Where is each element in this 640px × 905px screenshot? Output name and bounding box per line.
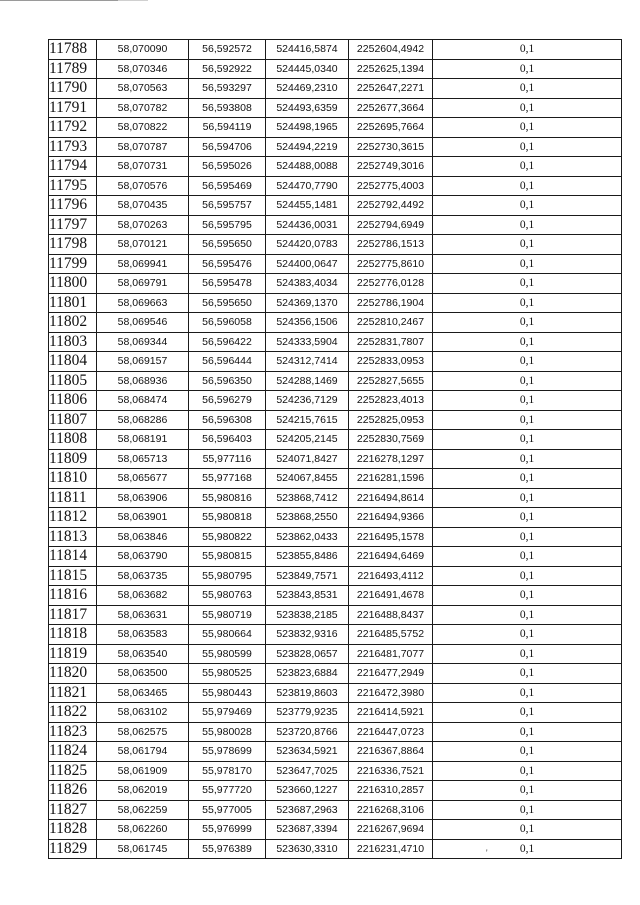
x-coordinate-cell: 524067,8455	[266, 469, 349, 489]
longitude-cell: 56,595795	[189, 215, 266, 235]
y-coordinate-cell: 2252749,3016	[349, 157, 433, 177]
x-coordinate-cell: 524383,4034	[266, 274, 349, 294]
point-number-cell: 11807	[49, 410, 97, 430]
table-row	[49, 235, 622, 255]
latitude-cell: 58,068191	[97, 430, 189, 450]
x-coordinate-cell: 523832,9316	[266, 625, 349, 645]
x-coordinate-cell: 524455,1481	[266, 196, 349, 216]
longitude-cell: 55,976999	[189, 820, 266, 840]
accuracy-cell: 0,1	[433, 508, 622, 528]
accuracy-cell: 0,1	[433, 664, 622, 684]
x-coordinate-cell: 523862,0433	[266, 527, 349, 547]
x-coordinate-cell: 524400,0647	[266, 254, 349, 274]
table-row	[49, 605, 622, 625]
x-coordinate-cell: 523630,3310	[266, 839, 349, 859]
longitude-cell: 55,977005	[189, 800, 266, 820]
y-coordinate-cell: 2252794,6949	[349, 215, 433, 235]
accuracy-cell: 0,1	[433, 196, 622, 216]
accuracy-cell: 0,1	[433, 371, 622, 391]
table-row	[49, 820, 622, 840]
table-row	[49, 391, 622, 411]
point-number-cell: 11798	[49, 235, 97, 255]
point-number-cell: 11817	[49, 605, 97, 625]
accuracy-cell: 0,1	[433, 488, 622, 508]
y-coordinate-cell: 2216481,7077	[349, 644, 433, 664]
point-number-cell: 11824	[49, 742, 97, 762]
table-row	[49, 332, 622, 352]
longitude-cell: 55,980816	[189, 488, 266, 508]
longitude-cell: 56,595757	[189, 196, 266, 216]
latitude-cell: 58,070263	[97, 215, 189, 235]
point-number-cell: 11790	[49, 79, 97, 99]
table-row	[49, 449, 622, 469]
accuracy-cell: 0,1	[433, 118, 622, 138]
table-row	[49, 508, 622, 528]
y-coordinate-cell: 2216231,4710	[349, 839, 433, 859]
longitude-cell: 56,594706	[189, 137, 266, 157]
point-number-cell: 11796	[49, 196, 97, 216]
x-coordinate-cell: 524369,1370	[266, 293, 349, 313]
table-row	[49, 839, 622, 859]
longitude-cell: 56,596403	[189, 430, 266, 450]
point-number-cell: 11806	[49, 391, 97, 411]
point-number-cell: 11789	[49, 59, 97, 79]
coordinates-table-body	[49, 40, 622, 859]
x-coordinate-cell: 523838,2185	[266, 605, 349, 625]
y-coordinate-cell: 2252625,1394	[349, 59, 433, 79]
y-coordinate-cell: 2216310,2857	[349, 781, 433, 801]
x-coordinate-cell: 524416,5874	[266, 40, 349, 60]
table-row	[49, 722, 622, 742]
latitude-cell: 58,063102	[97, 703, 189, 723]
y-coordinate-cell: 2252830,7569	[349, 430, 433, 450]
x-coordinate-cell: 524494,2219	[266, 137, 349, 157]
point-number-cell: 11794	[49, 157, 97, 177]
x-coordinate-cell: 523647,7025	[266, 761, 349, 781]
accuracy-cell: 0,1	[433, 605, 622, 625]
latitude-cell: 58,070787	[97, 137, 189, 157]
y-coordinate-cell: 2252604,4942	[349, 40, 433, 60]
longitude-cell: 56,596350	[189, 371, 266, 391]
point-number-cell: 11792	[49, 118, 97, 138]
accuracy-cell: 0,1	[433, 293, 622, 313]
top-rule	[0, 0, 118, 1]
y-coordinate-cell: 2216278,1297	[349, 449, 433, 469]
point-number-cell: 11804	[49, 352, 97, 372]
y-coordinate-cell: 2252775,8610	[349, 254, 433, 274]
table-row	[49, 274, 622, 294]
latitude-cell: 58,063500	[97, 664, 189, 684]
x-coordinate-cell: 524470,7790	[266, 176, 349, 196]
table-row	[49, 469, 622, 489]
latitude-cell: 58,070576	[97, 176, 189, 196]
x-coordinate-cell: 524215,7615	[266, 410, 349, 430]
x-coordinate-cell: 523823,6884	[266, 664, 349, 684]
y-coordinate-cell: 2252831,7807	[349, 332, 433, 352]
accuracy-cell: 0,1	[433, 98, 622, 118]
longitude-cell: 56,595650	[189, 235, 266, 255]
y-coordinate-cell: 2252833,0953	[349, 352, 433, 372]
point-number-cell: 11788	[49, 40, 97, 60]
point-number-cell: 11815	[49, 566, 97, 586]
table-row	[49, 800, 622, 820]
table-row	[49, 644, 622, 664]
table-row	[49, 410, 622, 430]
point-number-cell: 11805	[49, 371, 97, 391]
accuracy-cell: 0,1	[433, 839, 622, 859]
accuracy-cell: 0,1	[433, 215, 622, 235]
table-row	[49, 742, 622, 762]
y-coordinate-cell: 2216494,9366	[349, 508, 433, 528]
point-number-cell: 11818	[49, 625, 97, 645]
longitude-cell: 55,980795	[189, 566, 266, 586]
latitude-cell: 58,062259	[97, 800, 189, 820]
y-coordinate-cell: 2216491,4678	[349, 586, 433, 606]
x-coordinate-cell: 523868,2550	[266, 508, 349, 528]
point-number-cell: 11799	[49, 254, 97, 274]
y-coordinate-cell: 2216336,7521	[349, 761, 433, 781]
point-number-cell: 11801	[49, 293, 97, 313]
latitude-cell: 58,063790	[97, 547, 189, 567]
accuracy-cell: 0,1	[433, 59, 622, 79]
table-row	[49, 625, 622, 645]
accuracy-cell: 0,1	[433, 644, 622, 664]
x-coordinate-cell: 524445,0340	[266, 59, 349, 79]
accuracy-cell: 0,1	[433, 352, 622, 372]
longitude-cell: 55,978170	[189, 761, 266, 781]
accuracy-cell: 0,1	[433, 157, 622, 177]
x-coordinate-cell: 523843,8531	[266, 586, 349, 606]
longitude-cell: 55,979469	[189, 703, 266, 723]
table-row	[49, 196, 622, 216]
longitude-cell: 56,596422	[189, 332, 266, 352]
accuracy-cell: 0,1	[433, 722, 622, 742]
table-row	[49, 157, 622, 177]
y-coordinate-cell: 2216281,1596	[349, 469, 433, 489]
longitude-cell: 56,593297	[189, 79, 266, 99]
y-coordinate-cell: 2216414,5921	[349, 703, 433, 723]
accuracy-cell: 0,1	[433, 800, 622, 820]
latitude-cell: 58,069157	[97, 352, 189, 372]
x-coordinate-cell: 524420,0783	[266, 235, 349, 255]
table-row	[49, 664, 622, 684]
x-coordinate-cell: 523720,8766	[266, 722, 349, 742]
x-coordinate-cell: 524333,5904	[266, 332, 349, 352]
point-number-cell: 11795	[49, 176, 97, 196]
longitude-cell: 55,977116	[189, 449, 266, 469]
longitude-cell: 55,980599	[189, 644, 266, 664]
point-number-cell: 11793	[49, 137, 97, 157]
latitude-cell: 58,062260	[97, 820, 189, 840]
x-coordinate-cell: 524236,7129	[266, 391, 349, 411]
x-coordinate-cell: 524436,0031	[266, 215, 349, 235]
latitude-cell: 58,063735	[97, 566, 189, 586]
latitude-cell: 58,068286	[97, 410, 189, 430]
x-coordinate-cell: 524205,2145	[266, 430, 349, 450]
latitude-cell: 58,069791	[97, 274, 189, 294]
latitude-cell: 58,069941	[97, 254, 189, 274]
y-coordinate-cell: 2216367,8864	[349, 742, 433, 762]
y-coordinate-cell: 2252786,1904	[349, 293, 433, 313]
latitude-cell: 58,065677	[97, 469, 189, 489]
y-coordinate-cell: 2216494,8614	[349, 488, 433, 508]
y-coordinate-cell: 2252776,0128	[349, 274, 433, 294]
latitude-cell: 58,063540	[97, 644, 189, 664]
point-number-cell: 11822	[49, 703, 97, 723]
accuracy-cell: 0,1	[433, 586, 622, 606]
longitude-cell: 55,977720	[189, 781, 266, 801]
latitude-cell: 58,069663	[97, 293, 189, 313]
point-number-cell: 11828	[49, 820, 97, 840]
accuracy-cell: 0,1	[433, 683, 622, 703]
x-coordinate-cell: 523828,0657	[266, 644, 349, 664]
accuracy-cell: 0,1	[433, 430, 622, 450]
latitude-cell: 58,063465	[97, 683, 189, 703]
accuracy-cell: 0,1	[433, 761, 622, 781]
table-row	[49, 137, 622, 157]
latitude-cell: 58,062575	[97, 722, 189, 742]
point-number-cell: 11829	[49, 839, 97, 859]
x-coordinate-cell: 524312,7414	[266, 352, 349, 372]
point-number-cell: 11791	[49, 98, 97, 118]
accuracy-cell: 0,1	[433, 40, 622, 60]
x-coordinate-cell: 523634,5921	[266, 742, 349, 762]
accuracy-cell: 0,1	[433, 274, 622, 294]
table-row	[49, 215, 622, 235]
longitude-cell: 55,980815	[189, 547, 266, 567]
x-coordinate-cell: 524493,6359	[266, 98, 349, 118]
latitude-cell: 58,070782	[97, 98, 189, 118]
longitude-cell: 56,594119	[189, 118, 266, 138]
x-coordinate-cell: 523779,9235	[266, 703, 349, 723]
y-coordinate-cell: 2252825,0953	[349, 410, 433, 430]
table-row	[49, 781, 622, 801]
accuracy-cell: 0,1	[433, 79, 622, 99]
point-number-cell: 11797	[49, 215, 97, 235]
table-row	[49, 59, 622, 79]
y-coordinate-cell: 2216485,5752	[349, 625, 433, 645]
longitude-cell: 56,593808	[189, 98, 266, 118]
accuracy-cell: 0,1	[433, 176, 622, 196]
table-row	[49, 118, 622, 138]
longitude-cell: 55,977168	[189, 469, 266, 489]
latitude-cell: 58,069344	[97, 332, 189, 352]
table-row	[49, 98, 622, 118]
latitude-cell: 58,070121	[97, 235, 189, 255]
y-coordinate-cell: 2252695,7664	[349, 118, 433, 138]
point-number-cell: 11813	[49, 527, 97, 547]
table-row	[49, 352, 622, 372]
latitude-cell: 58,062019	[97, 781, 189, 801]
accuracy-cell: 0,1	[433, 137, 622, 157]
latitude-cell: 58,070822	[97, 118, 189, 138]
table-row	[49, 527, 622, 547]
accuracy-cell: 0,1	[433, 469, 622, 489]
x-coordinate-cell: 523868,7412	[266, 488, 349, 508]
table-row	[49, 566, 622, 586]
accuracy-cell: 0,1	[433, 547, 622, 567]
point-number-cell: 11814	[49, 547, 97, 567]
longitude-cell: 55,980443	[189, 683, 266, 703]
latitude-cell: 58,063682	[97, 586, 189, 606]
point-number-cell: 11825	[49, 761, 97, 781]
point-number-cell: 11819	[49, 644, 97, 664]
point-number-cell: 11823	[49, 722, 97, 742]
longitude-cell: 56,595469	[189, 176, 266, 196]
latitude-cell: 58,061745	[97, 839, 189, 859]
x-coordinate-cell: 523660,1227	[266, 781, 349, 801]
x-coordinate-cell: 523687,3394	[266, 820, 349, 840]
latitude-cell: 58,065713	[97, 449, 189, 469]
x-coordinate-cell: 523687,2963	[266, 800, 349, 820]
table-row	[49, 176, 622, 196]
latitude-cell: 58,063631	[97, 605, 189, 625]
x-coordinate-cell: 523819,8603	[266, 683, 349, 703]
y-coordinate-cell: 2216493,4112	[349, 566, 433, 586]
longitude-cell: 55,980822	[189, 527, 266, 547]
longitude-cell: 56,592922	[189, 59, 266, 79]
latitude-cell: 58,070731	[97, 157, 189, 177]
y-coordinate-cell: 2252823,4013	[349, 391, 433, 411]
y-coordinate-cell: 2216494,6469	[349, 547, 433, 567]
table-row	[49, 547, 622, 567]
stray-mark: '	[486, 848, 488, 858]
table-row	[49, 79, 622, 99]
table-row	[49, 293, 622, 313]
longitude-cell: 55,976389	[189, 839, 266, 859]
accuracy-cell: 0,1	[433, 449, 622, 469]
point-number-cell: 11827	[49, 800, 97, 820]
x-coordinate-cell: 523849,7571	[266, 566, 349, 586]
latitude-cell: 58,063906	[97, 488, 189, 508]
accuracy-cell: 0,1	[433, 410, 622, 430]
latitude-cell: 58,063901	[97, 508, 189, 528]
point-number-cell: 11803	[49, 332, 97, 352]
y-coordinate-cell: 2216267,9694	[349, 820, 433, 840]
table-row	[49, 488, 622, 508]
accuracy-cell: 0,1	[433, 313, 622, 333]
point-number-cell: 11816	[49, 586, 97, 606]
y-coordinate-cell: 2216488,8437	[349, 605, 433, 625]
table-row	[49, 586, 622, 606]
accuracy-cell: 0,1	[433, 254, 622, 274]
latitude-cell: 58,063583	[97, 625, 189, 645]
longitude-cell: 56,596308	[189, 410, 266, 430]
y-coordinate-cell: 2252786,1513	[349, 235, 433, 255]
y-coordinate-cell: 2216268,3106	[349, 800, 433, 820]
point-number-cell: 11809	[49, 449, 97, 469]
table-row	[49, 371, 622, 391]
accuracy-cell: 0,1	[433, 235, 622, 255]
longitude-cell: 55,980525	[189, 664, 266, 684]
table-row	[49, 40, 622, 60]
longitude-cell: 55,980664	[189, 625, 266, 645]
y-coordinate-cell: 2252775,4003	[349, 176, 433, 196]
x-coordinate-cell: 524469,2310	[266, 79, 349, 99]
x-coordinate-cell: 524071,8427	[266, 449, 349, 469]
y-coordinate-cell: 2252827,5655	[349, 371, 433, 391]
latitude-cell: 58,068936	[97, 371, 189, 391]
accuracy-cell: 0,1	[433, 781, 622, 801]
x-coordinate-cell: 524498,1965	[266, 118, 349, 138]
table-row	[49, 761, 622, 781]
longitude-cell: 56,596444	[189, 352, 266, 372]
top-rule-tail	[118, 0, 148, 1]
point-number-cell: 11826	[49, 781, 97, 801]
accuracy-cell: 0,1	[433, 527, 622, 547]
longitude-cell: 56,595650	[189, 293, 266, 313]
latitude-cell: 58,061909	[97, 761, 189, 781]
longitude-cell: 56,596058	[189, 313, 266, 333]
longitude-cell: 56,596279	[189, 391, 266, 411]
latitude-cell: 58,070090	[97, 40, 189, 60]
longitude-cell: 56,595026	[189, 157, 266, 177]
accuracy-cell: 0,1	[433, 703, 622, 723]
y-coordinate-cell: 2216495,1578	[349, 527, 433, 547]
y-coordinate-cell: 2216447,0723	[349, 722, 433, 742]
table-row	[49, 313, 622, 333]
x-coordinate-cell: 524356,1506	[266, 313, 349, 333]
longitude-cell: 56,592572	[189, 40, 266, 60]
accuracy-cell: 0,1	[433, 820, 622, 840]
table-row	[49, 703, 622, 723]
y-coordinate-cell: 2216477,2949	[349, 664, 433, 684]
table-row	[49, 683, 622, 703]
point-number-cell: 11820	[49, 664, 97, 684]
x-coordinate-cell: 524488,0088	[266, 157, 349, 177]
longitude-cell: 55,980028	[189, 722, 266, 742]
y-coordinate-cell: 2252730,3615	[349, 137, 433, 157]
table-row	[49, 430, 622, 450]
point-number-cell: 11821	[49, 683, 97, 703]
latitude-cell: 58,070435	[97, 196, 189, 216]
point-number-cell: 11802	[49, 313, 97, 333]
latitude-cell: 58,069546	[97, 313, 189, 333]
latitude-cell: 58,070563	[97, 79, 189, 99]
y-coordinate-cell: 2216472,3980	[349, 683, 433, 703]
accuracy-cell: 0,1	[433, 742, 622, 762]
longitude-cell: 55,978699	[189, 742, 266, 762]
point-number-cell: 11800	[49, 274, 97, 294]
accuracy-cell: 0,1	[433, 625, 622, 645]
x-coordinate-cell: 523855,8486	[266, 547, 349, 567]
y-coordinate-cell: 2252810,2467	[349, 313, 433, 333]
accuracy-cell: 0,1	[433, 566, 622, 586]
x-coordinate-cell: 524288,1469	[266, 371, 349, 391]
table-row	[49, 254, 622, 274]
accuracy-cell: 0,1	[433, 332, 622, 352]
latitude-cell: 58,070346	[97, 59, 189, 79]
coordinates-table	[48, 39, 622, 859]
latitude-cell: 58,063846	[97, 527, 189, 547]
point-number-cell: 11810	[49, 469, 97, 489]
point-number-cell: 11808	[49, 430, 97, 450]
y-coordinate-cell: 2252647,2271	[349, 79, 433, 99]
y-coordinate-cell: 2252792,4492	[349, 196, 433, 216]
longitude-cell: 55,980818	[189, 508, 266, 528]
longitude-cell: 56,595476	[189, 254, 266, 274]
latitude-cell: 58,068474	[97, 391, 189, 411]
point-number-cell: 11811	[49, 488, 97, 508]
longitude-cell: 55,980719	[189, 605, 266, 625]
longitude-cell: 55,980763	[189, 586, 266, 606]
point-number-cell: 11812	[49, 508, 97, 528]
longitude-cell: 56,595478	[189, 274, 266, 294]
latitude-cell: 58,061794	[97, 742, 189, 762]
y-coordinate-cell: 2252677,3664	[349, 98, 433, 118]
accuracy-cell: 0,1	[433, 391, 622, 411]
